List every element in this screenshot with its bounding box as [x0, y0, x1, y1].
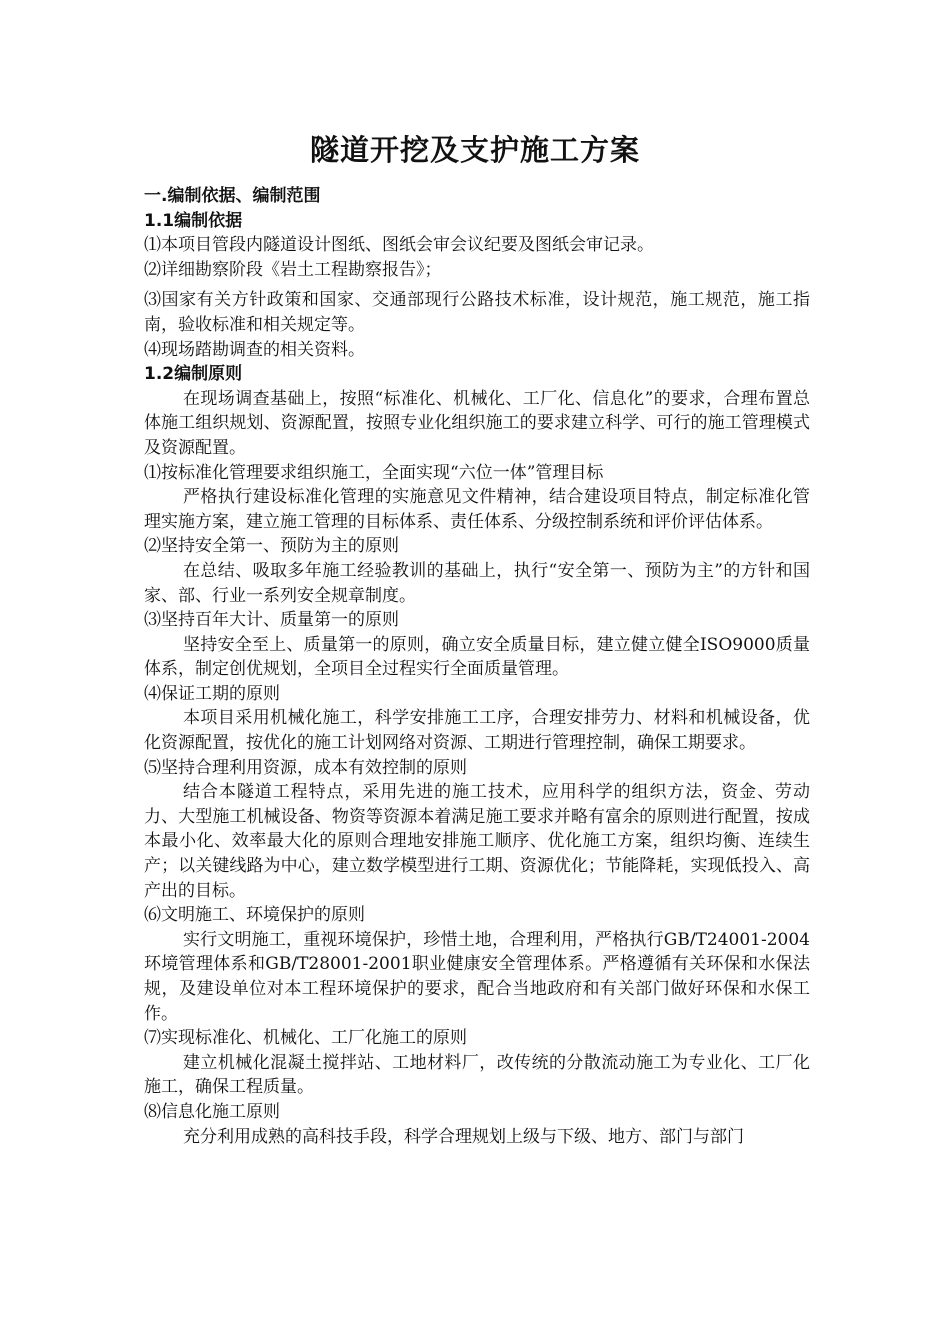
- body-paragraph: 结合本隧道工程特点，采用先进的施工技术，应用科学的组织方法，资金、劳动力、大型施工机械设备、物资等资源本着满足施工要求并略有富余的原则进行配置，按成本最小化、效率最大化的原则合理地安排施工顺序、优化施工方案，组织均衡、连续生产；以关键线路为中心，建立数学模型进行工期、资源优化；节能降耗，实现低投入、高产出的目标。: [144, 782, 810, 901]
- list-item: ⑵详细勘察阶段《岩土工程勘察报告》；: [144, 259, 442, 280]
- list-item: ⑻信息化施工原则: [144, 1101, 280, 1122]
- list-item: ⑷现场踏勘调查的相关资料。: [144, 339, 365, 360]
- list-item: ⑺实现标准化、机械化、工厂化施工的原则: [144, 1028, 467, 1049]
- body-paragraph: 充分利用成熟的高科技手段，科学合理规划上级与下级、地方、部门与部门: [183, 1126, 744, 1147]
- list-item: ⑷保证工期的原则: [144, 683, 280, 704]
- section-heading: 1.2编制原则: [144, 364, 243, 385]
- body-paragraph: 在现场调查基础上，按照“标准化、机械化、工厂化、信息化”的要求，合理布置总体施工组织规划、资源配置，按照专业化组织施工的要求建立科学、可行的施工管理模式及资源配置。: [144, 388, 810, 458]
- body-paragraph: 坚持安全至上、质量第一的原则，确立安全质量目标，建立健立健全ISO9000质量体系，制定创优规划，全项目全过程实行全面质量管理。: [144, 634, 810, 680]
- section-heading: 一.编制依据、编制范围: [144, 186, 321, 206]
- list-item: ⑹文明施工、环境保护的原则: [144, 905, 365, 926]
- list-item: ⑸坚持合理利用资源，成本有效控制的原则: [144, 757, 467, 778]
- body-paragraph: 实行文明施工，重视环境保护，珍惜土地，合理利用，严格执行GB/T24001-2004环境管理体系和GB/T28001-2001职业健康安全管理体系。严格遵循有关环保和水保法规，及建设单位对本工程环境保护的要求，配合当地政府和有关部门做好环保和水保工作。: [144, 929, 810, 1024]
- document-body: [144, 184, 810, 1149]
- list-item: ⑶坚持百年大计、质量第一的原则: [144, 610, 399, 631]
- body-paragraph: 本项目采用机械化施工，科学安排施工工序，合理安排劳力、材料和机械设备，优化资源配置，按优化的施工计划网络对资源、工期进行管理控制，确保工期要求。: [144, 708, 810, 754]
- body-paragraph: 在总结、吸取多年施工经验教训的基础上，执行“安全第一、预防为主”的方针和国家、部、行业一系列安全规章制度。: [144, 560, 810, 606]
- body-paragraph: 建立机械化混凝土搅拌站、工地材料厂，改传统的分散流动施工为专业化、工厂化施工，确保工程质量。: [144, 1052, 810, 1098]
- list-item: ⑶国家有关方针政策和国家、交通部现行公路技术标准，设计规范，施工规范，施工指南，验收标准和相关规定等。: [144, 290, 810, 335]
- section-heading: 1.1编制依据: [144, 210, 243, 231]
- list-item: ⑴按标准化管理要求组织施工，全面实现“六位一体”管理目标: [144, 462, 604, 483]
- list-item: ⑴本项目管段内隧道设计图纸、图纸会审会议纪要及图纸会审记录。: [144, 235, 654, 256]
- document-title: 隧道开挖及支护施工方案: [309, 133, 640, 167]
- list-item: ⑵坚持安全第一、预防为主的原则: [144, 536, 399, 557]
- body-paragraph: 严格执行建设标准化管理的实施意见文件精神，结合建设项目特点，制定标准化管理实施方案，建立施工管理的目标体系、责任体系、分级控制系统和评价评估体系。: [144, 487, 810, 532]
